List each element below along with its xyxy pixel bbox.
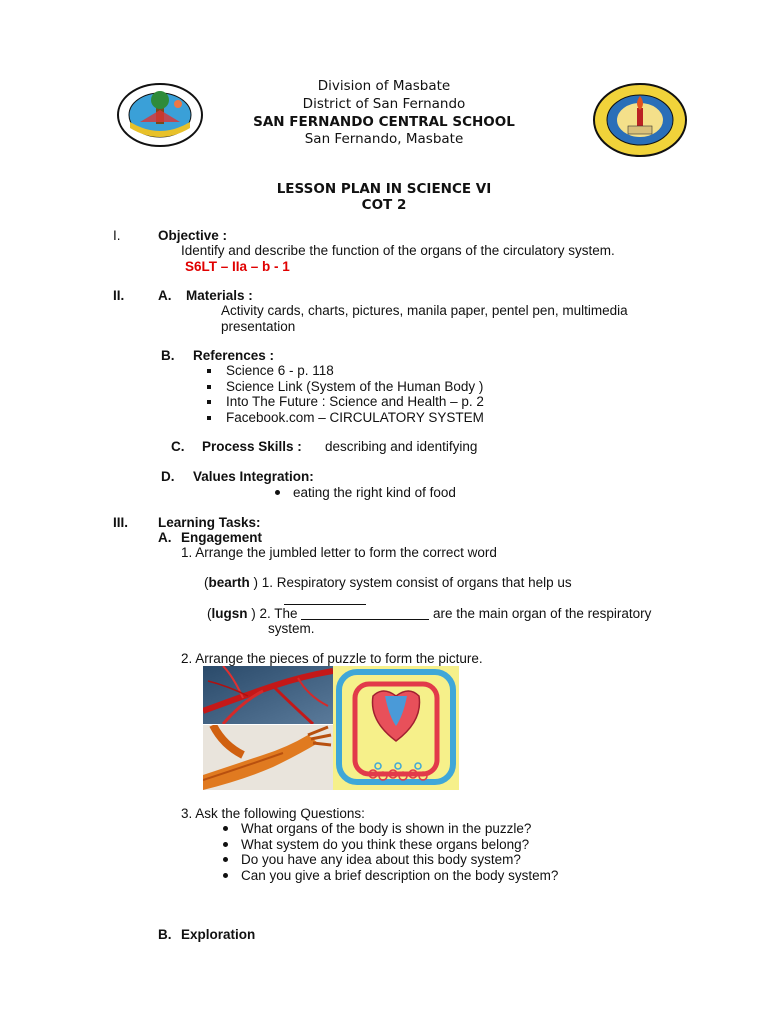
engagement-step-3: 3. Ask the following Questions: [181, 806, 365, 821]
section-number-2: II. [113, 288, 125, 303]
list-item: What organs of the body is shown in the puzzle? [219, 821, 558, 837]
header-division: Division of Masbate [317, 78, 451, 94]
list-item: Science Link (System of the Human Body ) [204, 379, 484, 395]
question-text-cont: are the main organ of the respiratory [429, 606, 652, 621]
materials-text: Activity cards, charts, pictures, manila paper, pentel pen, multimedia [221, 303, 628, 318]
jumbled-word: lugsn [211, 606, 248, 621]
jumbled-question-2: (lugsn ) 2. The are the main organ of the respiratory [207, 606, 652, 621]
list-item: Do you have any idea about this body system? [219, 852, 558, 868]
puzzle-heart-circulation-image [333, 666, 459, 790]
materials-letter: A. [158, 288, 172, 303]
guide-questions-list [219, 821, 558, 883]
exploration-letter: B. [158, 927, 172, 942]
section-number-1: I. [113, 228, 121, 243]
values-letter: D. [161, 469, 175, 484]
header-school: SAN FERNANDO CENTRAL SCHOOL [253, 114, 515, 130]
jumbled-word: bearth [208, 575, 250, 590]
references-list [204, 363, 484, 425]
question-text: ) 2. The [247, 606, 302, 621]
answer-blank [284, 592, 366, 605]
engagement-step-2: 2. Arrange the pieces of puzzle to form the picture. [181, 651, 483, 666]
exploration-label: Exploration [181, 927, 256, 942]
jumbled-question-1: (bearth ) 1. Respiratory system consist of organs that help us [204, 575, 572, 590]
process-text: describing and identifying [325, 439, 478, 454]
header-location: San Fernando, Masbate [304, 131, 464, 147]
answer-blank [301, 607, 429, 620]
values-list [271, 485, 456, 501]
objective-text: Identify and describe the function of the organs of the circulatory system. [181, 243, 615, 258]
learning-tasks-label: Learning Tasks: [158, 515, 261, 530]
question-text: ) 1. Respiratory system consist of organs that help us [249, 575, 572, 590]
process-label: Process Skills : [202, 439, 302, 454]
section-number-3: III. [113, 515, 129, 530]
list-item: eating the right kind of food [271, 485, 456, 501]
list-item: Can you give a brief description on the body system? [219, 868, 558, 884]
puzzle-arm-image [203, 725, 333, 790]
puzzle-blood-vessels-image [203, 666, 333, 724]
lesson-plan-subtitle: COT 2 [361, 197, 407, 213]
materials-label: Materials : [186, 288, 253, 303]
values-label: Values Integration: [193, 469, 314, 484]
list-item: Into The Future : Science and Health – p. 2 [204, 394, 484, 410]
question-2-cont: system. [268, 621, 315, 636]
competency-code: S6LT – IIa – b - 1 [185, 259, 290, 274]
engagement-label: Engagement [181, 530, 263, 545]
header-district: District of San Fernando [302, 96, 466, 112]
engagement-step-1: 1. Arrange the jumbled letter to form the correct word [181, 545, 497, 560]
list-item: Facebook.com – CIRCULATORY SYSTEM [204, 410, 484, 426]
process-letter: C. [171, 439, 185, 454]
materials-text-cont: presentation [221, 319, 296, 334]
lesson-plan-title: LESSON PLAN IN SCIENCE VI [276, 181, 492, 197]
references-label: References : [193, 348, 275, 363]
references-letter: B. [161, 348, 175, 363]
list-item: What system do you think these organs belong? [219, 837, 558, 853]
engagement-letter: A. [158, 530, 172, 545]
objective-label: Objective : [158, 228, 228, 243]
list-item: Science 6 - p. 118 [204, 363, 484, 379]
